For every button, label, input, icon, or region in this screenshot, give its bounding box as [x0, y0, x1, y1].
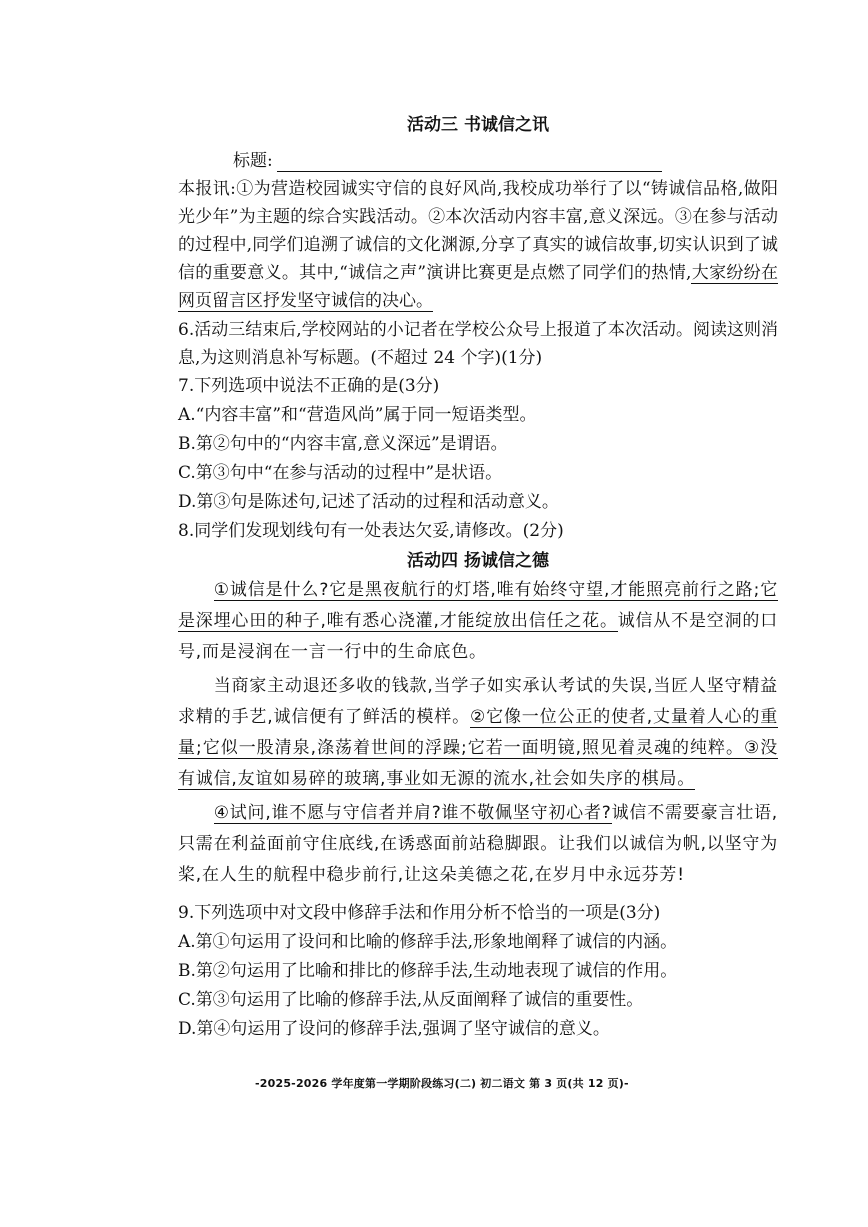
report-prefix: 本报讯: — [178, 179, 236, 199]
question-9-stem-end: 的一项是(3分) — [551, 903, 661, 923]
passage-paragraph-1-rest: 诚信从不是空洞的口号,而是浸润在一言一行中的生命底色。 — [178, 611, 778, 662]
title-answer-row — [233, 150, 778, 172]
passage-paragraph-2-start: 当商家主动退还多收的钱款,当学子如实承认考试的失误,当匠人坚守精益求精的手艺,诚信便有了鲜活的模样。 — [178, 676, 778, 727]
title-label: 标题: — [233, 151, 273, 171]
question-6: 6.活动三结束后,学校网站的小记者在学校公众号上报道了本次活动。阅读这则消息,为这则消息补写标题。(不超过 24 个字)(1分) — [178, 320, 778, 368]
question-9-stem-start: 9.下列选项中对文段中修辞手法和作用分析 — [178, 903, 501, 923]
passage-paragraph-2 — [178, 671, 778, 795]
question-9-option-a: A.第①句运用了设问和比喻的修辞手法,形象地阐释了诚信的内涵。 — [178, 932, 678, 952]
question-7-option-c: C.第③句中“在参与活动的过程中”是状语。 — [178, 463, 503, 483]
report-text: ①为营造校园诚实守信的良好风尚,我校成功举行了以“铸诚信品格,做阳光少年”为主题的综合实践活动。②本次活动内容丰富,意义深远。③在参与活动的过程中,同学们追溯了诚信的文化渊源,分享了真实的诚信故事,切实认识到了诚信的重要意义。其中,“诚信之声”演讲比赛更是点燃了同学们的热情, — [178, 179, 778, 283]
question-7-option-a: A.“内容丰富”和“营造风尚”属于同一短语类型。 — [178, 405, 537, 425]
passage-paragraph-3-rest: 诚信不需要豪言壮语,只需在利益面前守住底线,在诱惑面前站稳脚跟。让我们以诚信为帆,以坚守为桨,在人生的航程中稳步前行,让这朵美德之花,在岁月中永远芬芳! — [178, 803, 779, 885]
question-9-option-b: B.第②句运用了比喻和排比的修辞手法,生动地表现了诚信的作用。 — [178, 961, 678, 981]
report-underlined-sentence: 大家纷纷在网页留言区抒发坚守诚信的决心。 — [178, 263, 778, 311]
passage-sentences-2-3: ②它像一位公正的使者,丈量着人心的重量;它似一股清泉,涤荡着世间的浮躁;它若一面明镜,照见着灵魂的纯粹。③没有诚信,友谊如易碎的玻璃,事业如无源的流水,社会如失序的棋局。 — [178, 707, 778, 789]
news-report — [178, 175, 778, 315]
exam-page — [178, 114, 778, 1044]
passage-sentence-4: ④试问,谁不愿与守信者并肩?谁不敬佩坚守初心者? — [213, 803, 612, 823]
activity3-heading: 活动三 书诚信之讯 — [407, 115, 549, 135]
question-7-option-b: B.第②句中的“内容丰富,意义深远”是谓语。 — [178, 434, 508, 454]
question-9-option-d: D.第④句运用了设问的修辞手法,强调了坚守诚信的意义。 — [178, 1019, 610, 1039]
question-9-stem — [178, 899, 778, 928]
question-8: 8.同学们发现划线句有一处表达欠妥,请修改。(2分) — [178, 521, 564, 541]
emphasis-dot-char: 恰 — [517, 903, 535, 923]
emphasis-dot-char: 不 — [500, 903, 518, 923]
question-7-option-d: D.第③句是陈述句,记述了活动的过程和活动意义。 — [178, 492, 559, 512]
passage-paragraph-3 — [178, 798, 778, 891]
activity4-heading: 活动四 扬诚信之德 — [407, 551, 549, 571]
question-7-stem: 7.下列选项中说法不正确的是(3分) — [178, 376, 440, 396]
page-footer: -2025-2026 学年度第一学期阶段练习(二) 初二语文 第 3 页(共 12 页)- — [255, 1077, 629, 1090]
passage-paragraph-1 — [178, 575, 778, 668]
emphasis-dot-char: 当 — [534, 903, 552, 923]
title-answer-blank[interactable] — [277, 153, 662, 172]
question-9-option-c: C.第③句运用了比喻的修辞手法,从反面阐释了诚信的重要性。 — [178, 990, 644, 1010]
passage-sentence-1: ①诚信是什么?它是黑夜航行的灯塔,唯有始终守望,才能照亮前行之路;它是深埋心田的种子,唯有悉心浇灌,才能绽放出信任之花。 — [178, 580, 778, 631]
